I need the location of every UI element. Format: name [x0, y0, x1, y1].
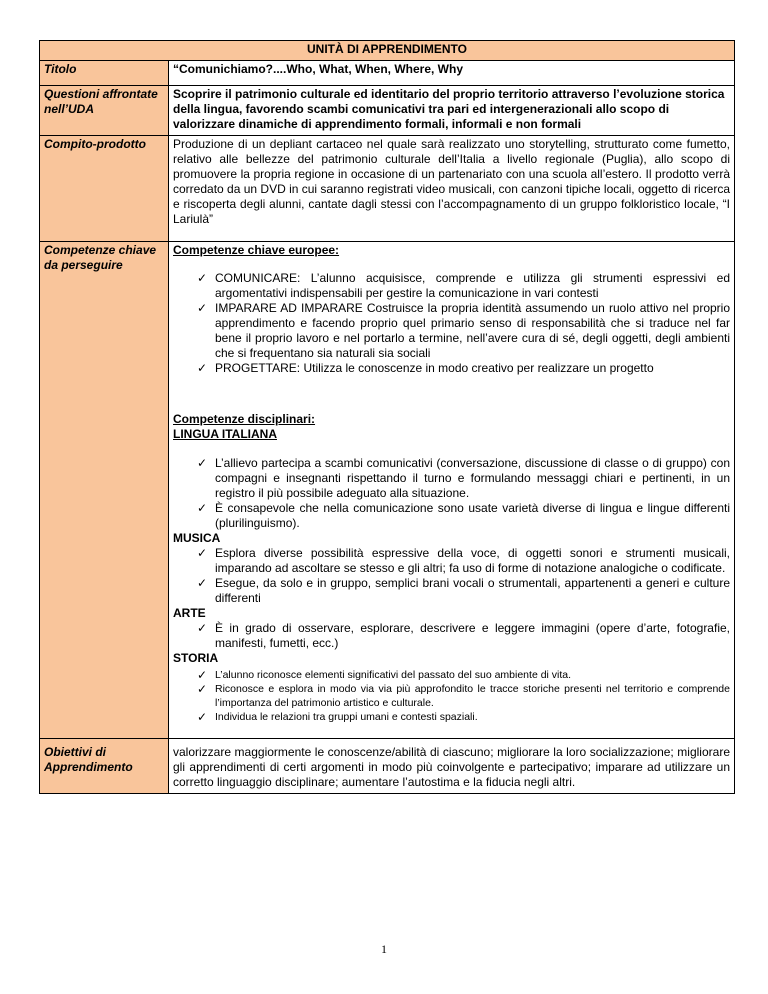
list-item: [197, 668, 730, 682]
checkmark-icon: ✓: [197, 668, 208, 682]
checkmark-icon: ✓: [197, 271, 208, 285]
titolo-row: [40, 61, 735, 86]
disciplinari-title: Competenze disciplinari:: [173, 412, 316, 426]
list-item: [197, 501, 730, 531]
list-item: [197, 546, 730, 576]
lingua-list: [173, 456, 730, 531]
competenze-cell: [169, 242, 735, 739]
compito-label: Compito-prodotto: [40, 136, 169, 242]
uda-table: [39, 40, 735, 794]
checkmark-icon: ✓: [197, 576, 208, 590]
uda-document: [39, 40, 735, 794]
checkmark-icon: ✓: [197, 546, 208, 560]
obiettivi-value: valorizzare maggiormente le conoscenze/abilità di ciascuno; migliorare la loro socializzazione; migliorare gli apprendimenti di certi argomenti in modo più coinvolgente e partecipativo; imparare ad utilizzare un corretto linguaggio disciplinare; aumentare l’autostima e la fiducia negli altri.: [169, 739, 735, 794]
list-item-text: Esegue, da solo e in gruppo, semplici brani vocali o strumentali, appartenenti a generi e culture differenti: [215, 576, 730, 605]
list-item: [197, 576, 730, 606]
header-row: [40, 41, 735, 61]
musica-list: [173, 546, 730, 606]
list-item: [197, 456, 730, 501]
storia-title: STORIA: [173, 651, 219, 665]
storia-list: [173, 668, 730, 724]
list-item: [197, 621, 730, 651]
compito-value: Produzione di un depliant cartaceo nel quale sarà realizzato uno storytelling, strutturato come fumetto, relativo alle bellezze del patrimonio culturale dell’Italia a livello regionale (Puglia), allo scopo di promuovere la propria regione in occasione di un partenariato con una scuola all’estero. Il prodotto verrà corredato da un DVD in cui saranno registrati video musicali, con canzoni tipiche locali, oggetto di ricerca e riscoperta degli alunni, cantate dagli stessi con l’accompagnamento di un gruppo folkloristico locale, “I Lariulà”: [169, 136, 735, 242]
list-item: [197, 301, 730, 361]
list-item: [197, 710, 730, 724]
list-item-text: L’allievo partecipa a scambi comunicativi (conversazione, discussione di classe o di gruppo) con compagni e insegnanti rispettando il turno e formulando messaggi chiari e pertinenti, in un registro il più possibile adeguato alla situazione.: [215, 456, 730, 500]
list-item: [197, 682, 730, 710]
competenze-label: Competenze chiave da perseguire: [40, 242, 169, 739]
arte-list: [173, 621, 730, 651]
list-item-text: IMPARARE AD IMPARARE Costruisce la propria identità assumendo un ruolo attivo nel proprio apprendimento e facendo proprio quel primario senso di responsabilità che si traduce nel far bene il proprio lavoro e nel portarlo a termine, nell’avere cura di sé, degli oggetti, degli ambienti che si frequentano sia naturali sia sociali: [215, 301, 730, 360]
table-title: UNITÀ DI APPRENDIMENTO: [40, 41, 735, 61]
musica-title: MUSICA: [173, 531, 221, 545]
obiettivi-label: Obiettivi di Apprendimento: [40, 739, 169, 794]
list-item: [197, 361, 730, 376]
list-item-text: PROGETTARE: Utilizza le conoscenze in modo creativo per realizzare un progetto: [215, 361, 654, 375]
list-item-text: L’alunno riconosce elementi significativi del passato del suo ambiente di vita.: [215, 669, 572, 681]
questioni-row: [40, 86, 735, 136]
europee-list: [173, 271, 730, 376]
checkmark-icon: ✓: [197, 301, 208, 315]
checkmark-icon: ✓: [197, 501, 208, 515]
titolo-value: “Comunichiamo?....Who, What, When, Where, Why: [169, 61, 735, 86]
lingua-title: LINGUA ITALIANA: [173, 427, 277, 441]
list-item-text: Riconosce e esplora in modo via via più approfondito le tracce storiche presenti nel territorio e comprende l’importanza del patrimonio artistico e culturale.: [215, 683, 730, 709]
checkmark-icon: ✓: [197, 621, 208, 635]
europee-title: Competenze chiave europee:: [173, 243, 340, 257]
checkmark-icon: ✓: [197, 710, 208, 724]
titolo-label: Titolo: [40, 61, 169, 86]
list-item-text: È in grado di osservare, esplorare, descrivere e leggere immagini (opere d’arte, fotografie, manifesti, fumetti, ecc.): [215, 621, 730, 650]
arte-title: ARTE: [173, 606, 206, 620]
checkmark-icon: ✓: [197, 456, 208, 470]
list-item-text: Individua le relazioni tra gruppi umani e contesti spaziali.: [215, 711, 478, 723]
checkmark-icon: ✓: [197, 682, 208, 696]
compito-row: [40, 136, 735, 242]
list-item-text: COMUNICARE: L’alunno acquisisce, comprende e utilizza gli strumenti espressivi ed argomentativi indispensabili per gestire la comunicazione in vari contesti: [215, 271, 730, 300]
checkmark-icon: ✓: [197, 361, 208, 375]
obiettivi-row: [40, 739, 735, 794]
questioni-label: Questioni affrontate nell’UDA: [40, 86, 169, 136]
competenze-row: [40, 242, 735, 739]
page-number: 1: [381, 942, 387, 956]
list-item: [197, 271, 730, 301]
questioni-value: Scoprire il patrimonio culturale ed identitario del proprio territorio attraverso l’evoluzione storica della lingua, favorendo scambi comunicativi tra pari ed intergenerazionali allo scopo di valorizzare dinamiche di apprendimento formali, informali e non formali: [169, 86, 735, 136]
list-item-text: È consapevole che nella comunicazione sono usate varietà diverse di lingua e lingue differenti (plurilinguismo).: [215, 501, 730, 530]
list-item-text: Esplora diverse possibilità espressive della voce, di oggetti sonori e strumenti musicali, imparando ad ascoltare se stesso e gli altri; fa uso di forme di notazione analogiche o codificate.: [215, 546, 730, 575]
